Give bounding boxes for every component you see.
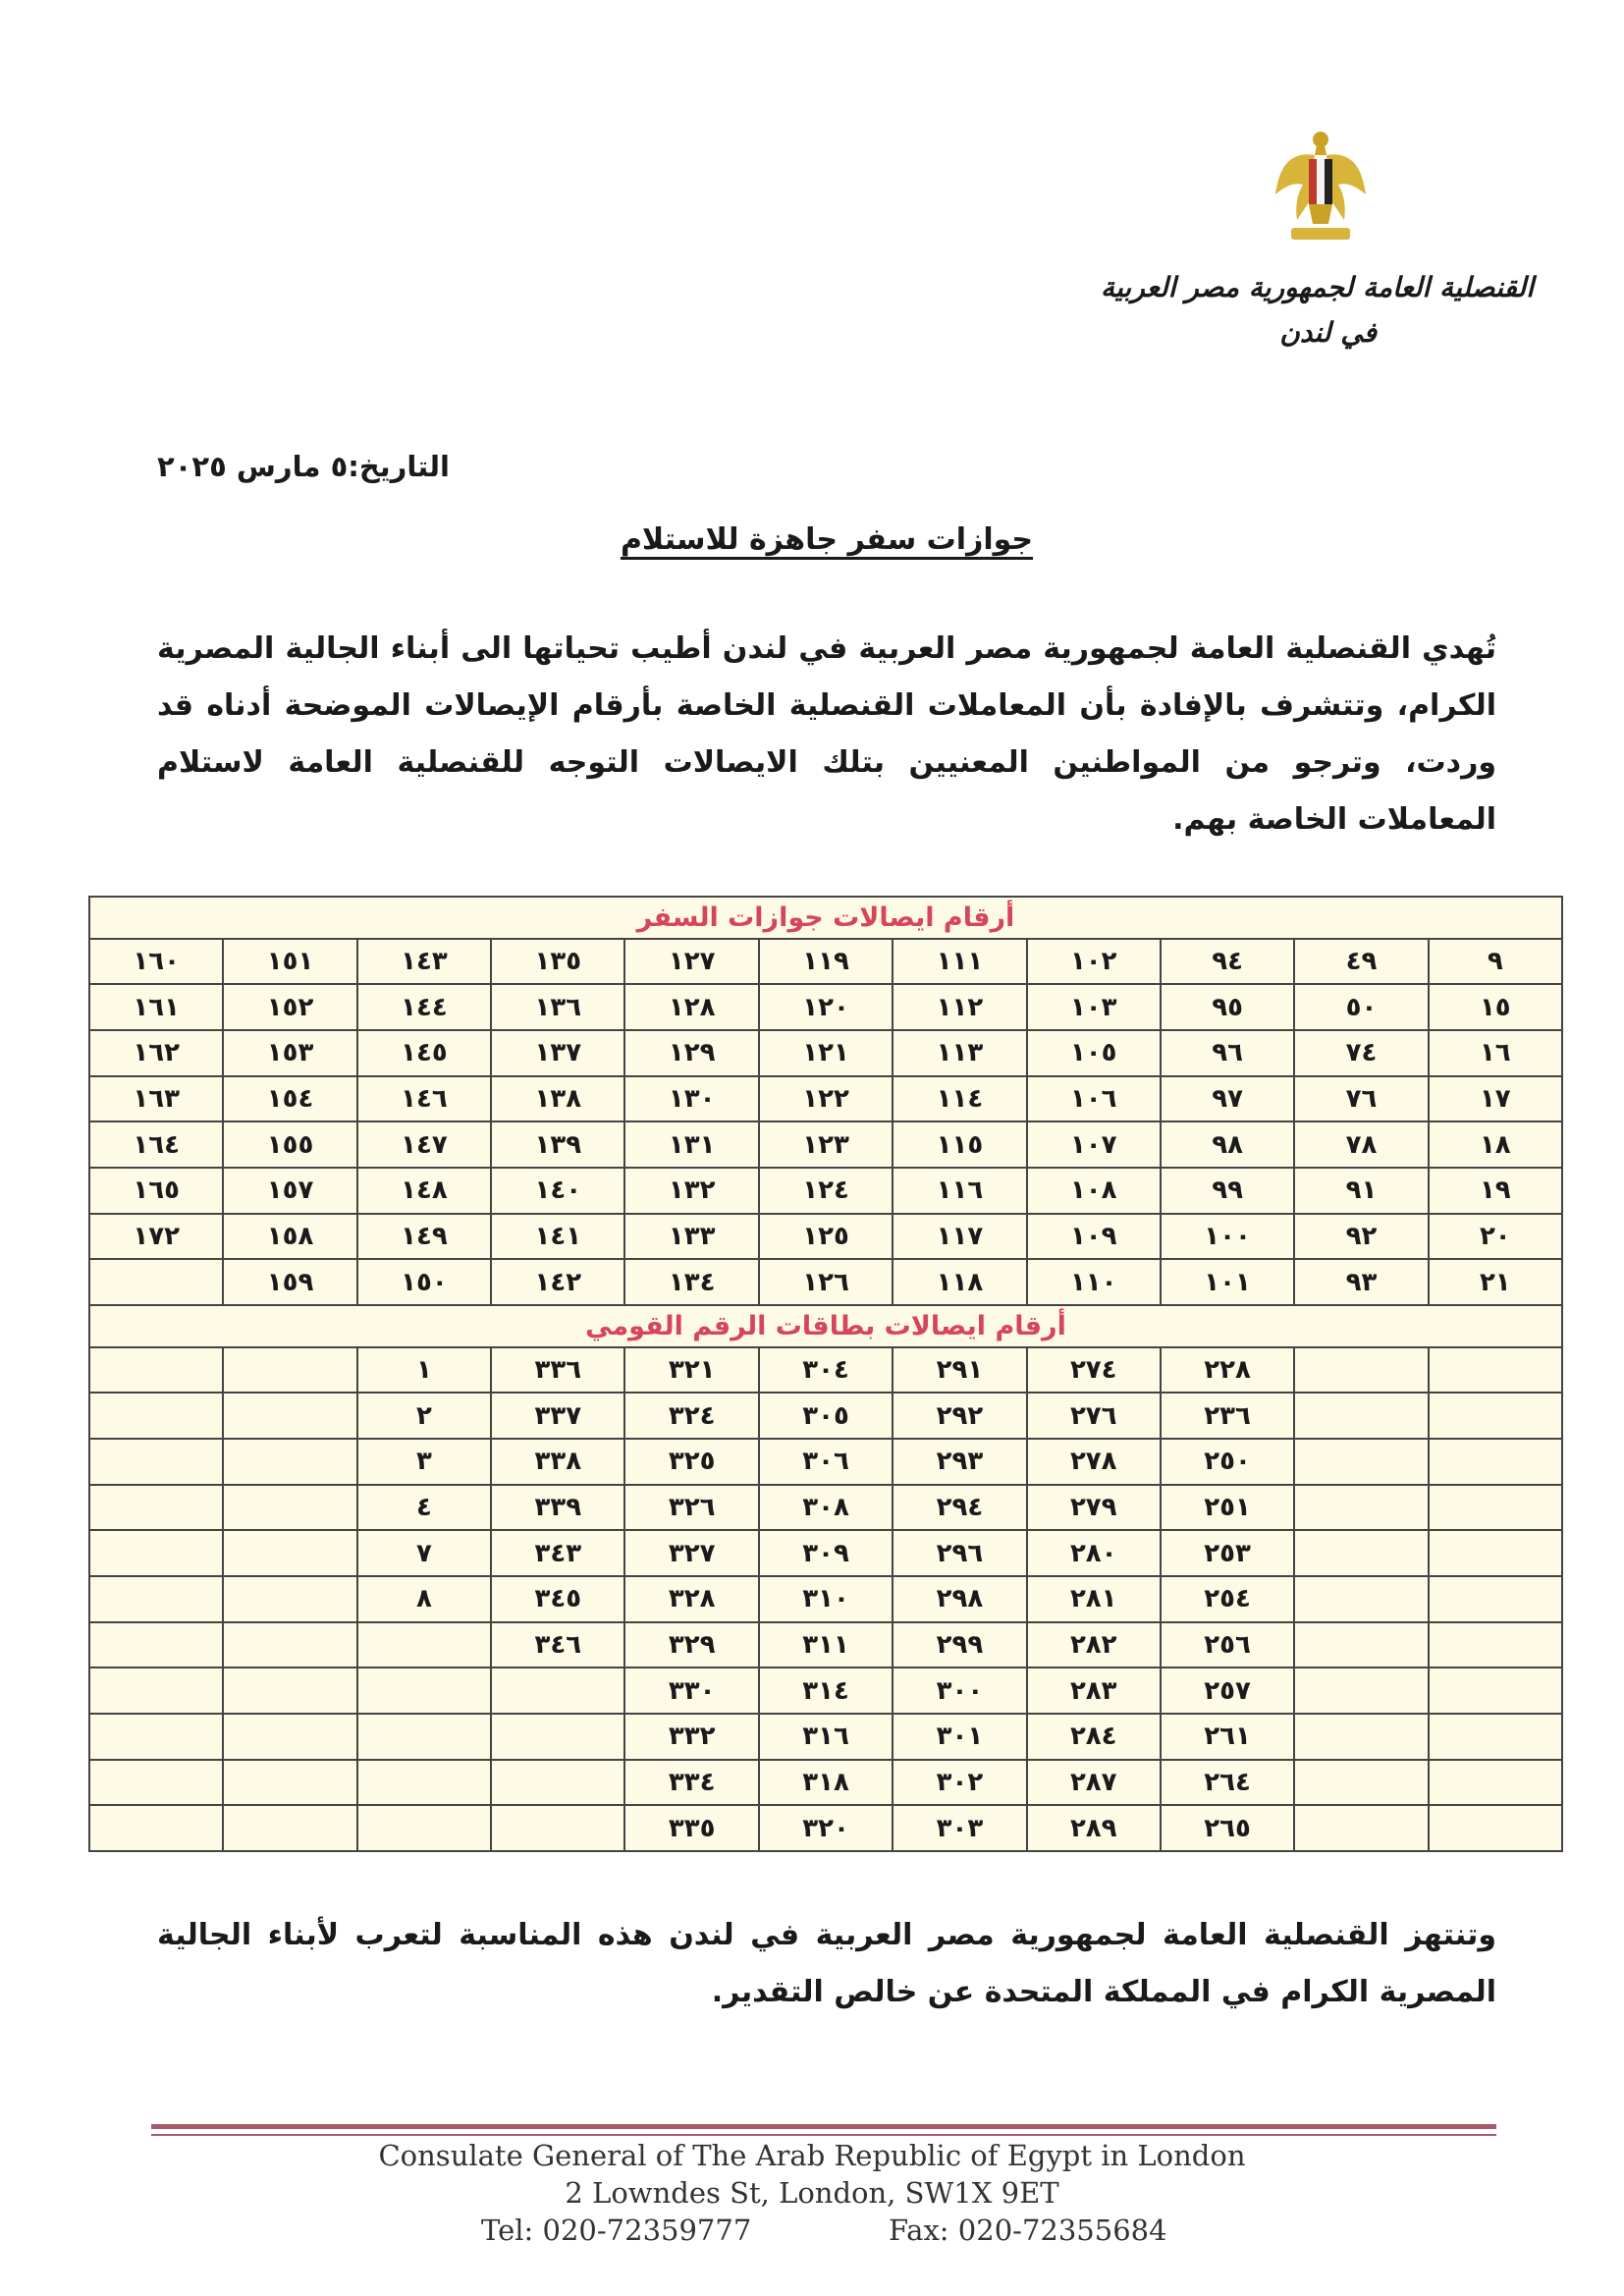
receipt-number-cell: ١١٢ bbox=[893, 984, 1026, 1030]
receipt-number-cell: ١٠١ bbox=[1161, 1259, 1294, 1305]
table-row bbox=[89, 1121, 1562, 1168]
receipt-number-cell: ١٠٩ bbox=[1027, 1214, 1161, 1260]
receipt-number-cell: ٧ bbox=[357, 1530, 491, 1576]
receipt-number-cell: ١٦٣ bbox=[89, 1076, 223, 1122]
receipt-number-cell: ٤٩ bbox=[1294, 939, 1428, 985]
receipt-number-cell: ٣٣٥ bbox=[624, 1805, 758, 1851]
receipt-number-cell bbox=[223, 1667, 356, 1714]
receipt-number-cell: ٢٨١ bbox=[1027, 1576, 1161, 1622]
receipt-number-cell: ١٣٤ bbox=[624, 1259, 758, 1305]
footer-fax: Fax: 020-72355684 bbox=[889, 2214, 1167, 2247]
receipt-number-cell bbox=[223, 1760, 356, 1806]
receipt-number-cell: ١٥٧ bbox=[223, 1168, 356, 1214]
receipt-number-cell: ٢٩٩ bbox=[893, 1622, 1026, 1668]
receipt-number-cell: ٣٠٩ bbox=[759, 1530, 893, 1576]
receipt-number-cell: ٣٢٤ bbox=[624, 1393, 758, 1439]
receipt-number-cell: ١٥٣ bbox=[223, 1030, 356, 1076]
receipt-number-cell: ٣٠٨ bbox=[759, 1485, 893, 1531]
receipt-number-cell: ١٢٣ bbox=[759, 1121, 893, 1168]
receipt-number-cell bbox=[357, 1805, 491, 1851]
receipt-number-cell: ٣٤٦ bbox=[491, 1622, 624, 1668]
receipt-number-cell bbox=[89, 1259, 223, 1305]
receipt-number-cell: ٢٨٠ bbox=[1027, 1530, 1161, 1576]
receipt-number-cell: ١٢٥ bbox=[759, 1214, 893, 1260]
section-header-row bbox=[89, 897, 1562, 939]
receipt-number-cell: ١٢٩ bbox=[624, 1030, 758, 1076]
receipt-number-cell: ٢٥٣ bbox=[1161, 1530, 1294, 1576]
receipt-number-cell: ١٣٨ bbox=[491, 1076, 624, 1122]
receipt-number-cell: ٣٣٩ bbox=[491, 1485, 624, 1531]
footer-tel: Tel: 020-72359777 bbox=[481, 2214, 752, 2247]
receipt-number-cell: ١٢٨ bbox=[624, 984, 758, 1030]
receipt-number-cell: ١٧ bbox=[1429, 1076, 1562, 1122]
receipt-number-cell bbox=[1429, 1439, 1562, 1485]
receipt-number-cell: ٣٣٦ bbox=[491, 1347, 624, 1394]
receipt-number-cell: ١٢٧ bbox=[624, 939, 758, 985]
table-row bbox=[89, 1259, 1562, 1305]
receipt-number-cell: ٧٤ bbox=[1294, 1030, 1428, 1076]
section-title: أرقام ايصالات جوازات السفر bbox=[89, 897, 1562, 939]
table-row bbox=[89, 1530, 1562, 1576]
receipt-number-cell bbox=[1294, 1622, 1428, 1668]
receipt-number-cell: ٣٣٤ bbox=[624, 1760, 758, 1806]
receipt-number-cell: ٣ bbox=[357, 1439, 491, 1485]
receipt-number-cell: ٣٠٦ bbox=[759, 1439, 893, 1485]
receipt-number-cell bbox=[1429, 1760, 1562, 1806]
receipt-number-cell: ٢٦٤ bbox=[1161, 1760, 1294, 1806]
receipt-number-cell bbox=[223, 1485, 356, 1531]
table-row bbox=[89, 1214, 1562, 1260]
receipt-number-cell: ٣٢٠ bbox=[759, 1805, 893, 1851]
receipt-number-cell: ٢٩٣ bbox=[893, 1439, 1026, 1485]
receipt-number-cell: ١٤٩ bbox=[357, 1214, 491, 1260]
receipt-number-cell bbox=[223, 1714, 356, 1760]
receipt-number-cell: ٩٣ bbox=[1294, 1259, 1428, 1305]
receipt-number-cell: ٢٥٤ bbox=[1161, 1576, 1294, 1622]
receipt-number-cell bbox=[223, 1576, 356, 1622]
table-row bbox=[89, 1667, 1562, 1714]
receipt-number-cell: ١١٠ bbox=[1027, 1259, 1161, 1305]
receipt-number-cell: ٢٦٥ bbox=[1161, 1805, 1294, 1851]
egypt-eagle-emblem-icon bbox=[1272, 126, 1370, 247]
receipt-number-cell: ١١١ bbox=[893, 939, 1026, 985]
table-row bbox=[89, 1347, 1562, 1394]
table-row bbox=[89, 1030, 1562, 1076]
receipt-number-cell: ١٠٣ bbox=[1027, 984, 1161, 1030]
receipt-number-cell: ١٣٦ bbox=[491, 984, 624, 1030]
receipt-number-cell: ٩٦ bbox=[1161, 1030, 1294, 1076]
receipt-number-cell: ٨ bbox=[357, 1576, 491, 1622]
receipt-number-cell: ٣١٤ bbox=[759, 1667, 893, 1714]
receipt-number-cell: ٣٣٧ bbox=[491, 1393, 624, 1439]
table-row bbox=[89, 1076, 1562, 1122]
receipt-number-cell bbox=[1294, 1714, 1428, 1760]
receipt-number-cell bbox=[223, 1805, 356, 1851]
receipt-number-cell: ٣٠٣ bbox=[893, 1805, 1026, 1851]
receipt-number-cell: ١٣١ bbox=[624, 1121, 758, 1168]
receipt-number-cell: ٣٠٠ bbox=[893, 1667, 1026, 1714]
receipt-number-cell: ٢٩١ bbox=[893, 1347, 1026, 1394]
receipt-number-cell: ١٢٦ bbox=[759, 1259, 893, 1305]
receipt-number-cell bbox=[1294, 1667, 1428, 1714]
receipt-number-cell: ١٦ bbox=[1429, 1030, 1562, 1076]
receipt-number-cell: ١١٨ bbox=[893, 1259, 1026, 1305]
receipt-number-cell: ١١٣ bbox=[893, 1030, 1026, 1076]
intro-paragraph: تُهدي القنصلية العامة لجمهورية مصر العربية في لندن أطيب تحياتها الى أبناء الجالية المصرية الكرام، وتتشرف بالإفادة بأن المعاملات القنصلية الخاصة بأرقام الإيصالات الموضحة أدناه قد وردت، وترجو من المواطنين المعنيين بتلك الايصالات التوجه للقنصلية العامة لاستلام المعاملات الخاصة بهم. bbox=[157, 631, 1496, 837]
receipt-number-cell bbox=[357, 1622, 491, 1668]
receipt-number-cell: ١٦٠ bbox=[89, 939, 223, 985]
table-row bbox=[89, 939, 1562, 985]
receipt-number-cell bbox=[223, 1622, 356, 1668]
receipt-number-cell: ٢٨٣ bbox=[1027, 1667, 1161, 1714]
receipt-number-cell: ١٠٧ bbox=[1027, 1121, 1161, 1168]
receipt-number-cell: ٢٨٤ bbox=[1027, 1714, 1161, 1760]
receipt-number-cell: ٤ bbox=[357, 1485, 491, 1531]
receipt-number-cell bbox=[491, 1760, 624, 1806]
receipt-number-cell bbox=[491, 1805, 624, 1851]
table-row bbox=[89, 1760, 1562, 1806]
receipt-number-cell bbox=[1294, 1347, 1428, 1394]
receipt-number-cell: ٢٩٤ bbox=[893, 1485, 1026, 1531]
receipt-number-cell: ١٥٠ bbox=[357, 1259, 491, 1305]
receipt-number-cell bbox=[89, 1667, 223, 1714]
receipt-number-cell: ١٣٧ bbox=[491, 1030, 624, 1076]
receipt-number-cell: ٢٧٦ bbox=[1027, 1393, 1161, 1439]
receipt-number-cell: ١٢٠ bbox=[759, 984, 893, 1030]
receipt-number-cell bbox=[1294, 1439, 1428, 1485]
receipt-number-cell: ٩٥ bbox=[1161, 984, 1294, 1030]
receipt-number-cell bbox=[1429, 1485, 1562, 1531]
receipt-number-cell: ٢٨٧ bbox=[1027, 1760, 1161, 1806]
receipt-number-cell: ٣٠١ bbox=[893, 1714, 1026, 1760]
receipt-number-cell bbox=[1429, 1530, 1562, 1576]
receipt-number-cell: ١٤١ bbox=[491, 1214, 624, 1260]
receipt-number-cell bbox=[1294, 1760, 1428, 1806]
receipt-number-cell: ٣٤٥ bbox=[491, 1576, 624, 1622]
table-row bbox=[89, 1485, 1562, 1531]
receipt-number-cell: ٣١٦ bbox=[759, 1714, 893, 1760]
receipt-number-cell bbox=[1294, 1393, 1428, 1439]
receipt-number-cell: ٢٧٩ bbox=[1027, 1485, 1161, 1531]
receipt-number-cell: ٣٣٢ bbox=[624, 1714, 758, 1760]
table-row bbox=[89, 1576, 1562, 1622]
receipt-number-cell: ٢٣٦ bbox=[1161, 1393, 1294, 1439]
section-header-row bbox=[89, 1305, 1562, 1347]
receipt-number-cell bbox=[89, 1576, 223, 1622]
receipt-number-cell: ١٣٣ bbox=[624, 1214, 758, 1260]
receipt-number-cell: ١٣٢ bbox=[624, 1168, 758, 1214]
receipt-number-cell: ٢٨٢ bbox=[1027, 1622, 1161, 1668]
receipt-number-cell: ١ bbox=[357, 1347, 491, 1394]
receipt-number-cell: ١٤٠ bbox=[491, 1168, 624, 1214]
receipt-number-cell bbox=[1294, 1530, 1428, 1576]
receipt-number-cell: ٣٢١ bbox=[624, 1347, 758, 1394]
table-row bbox=[89, 984, 1562, 1030]
footer-consulate-name: Consulate General of The Arab Republic of Egypt in London bbox=[378, 2139, 1246, 2172]
receipt-number-cell: ١٠٨ bbox=[1027, 1168, 1161, 1214]
table-row bbox=[89, 1168, 1562, 1214]
receipt-number-cell bbox=[1429, 1714, 1562, 1760]
receipt-number-cell: ٩٩ bbox=[1161, 1168, 1294, 1214]
receipt-number-cell: ١٥ bbox=[1429, 984, 1562, 1030]
receipt-number-cell bbox=[223, 1530, 356, 1576]
receipt-number-cell: ٣١١ bbox=[759, 1622, 893, 1668]
receipt-number-cell: ٩ bbox=[1429, 939, 1562, 985]
receipt-number-cell: ٩٨ bbox=[1161, 1121, 1294, 1168]
receipt-number-cell: ٣٠٢ bbox=[893, 1760, 1026, 1806]
receipt-number-cell: ٢٨٩ bbox=[1027, 1805, 1161, 1851]
closing-paragraph: وتنتهز القنصلية العامة لجمهورية مصر العربية في لندن هذه المناسبة لتعرب لأبناء الجالية المصرية الكرام في المملكة المتحدة عن خالص التقدير. bbox=[157, 1918, 1496, 2009]
receipt-number-cell: ٣٢٧ bbox=[624, 1530, 758, 1576]
receipt-number-cell: ١٤٢ bbox=[491, 1259, 624, 1305]
receipt-number-cell bbox=[1429, 1347, 1562, 1394]
receipt-number-cell bbox=[357, 1667, 491, 1714]
receipt-number-cell: ١١٥ bbox=[893, 1121, 1026, 1168]
receipt-number-cell: ٣٣٠ bbox=[624, 1667, 758, 1714]
receipt-number-cell: ٢٥٧ bbox=[1161, 1667, 1294, 1714]
receipt-number-cell bbox=[1429, 1622, 1562, 1668]
receipt-number-cell: ٣٢٨ bbox=[624, 1576, 758, 1622]
receipt-number-cell: ١٢٢ bbox=[759, 1076, 893, 1122]
receipts-table bbox=[88, 896, 1563, 1852]
subject-title: جوازات سفر جاهزة للاستلام bbox=[620, 522, 1034, 557]
receipt-number-cell: ٢٩٢ bbox=[893, 1393, 1026, 1439]
receipt-number-cell: ١٣٩ bbox=[491, 1121, 624, 1168]
receipt-number-cell: ١٦٤ bbox=[89, 1121, 223, 1168]
receipt-number-cell bbox=[89, 1805, 223, 1851]
table-row bbox=[89, 1439, 1562, 1485]
receipt-number-cell: ١٦١ bbox=[89, 984, 223, 1030]
receipt-number-cell: ١٥٨ bbox=[223, 1214, 356, 1260]
receipt-number-cell: ١١٩ bbox=[759, 939, 893, 985]
receipt-number-cell: ١٧٢ bbox=[89, 1214, 223, 1260]
footer-divider-thin bbox=[151, 2134, 1496, 2136]
footer-divider-thick bbox=[151, 2124, 1496, 2129]
receipt-number-cell: ٢٥٦ bbox=[1161, 1622, 1294, 1668]
receipt-number-cell bbox=[1429, 1393, 1562, 1439]
receipt-number-cell: ١٣٥ bbox=[491, 939, 624, 985]
consulate-heading bbox=[984, 265, 1534, 355]
receipt-number-cell: ١٥١ bbox=[223, 939, 356, 985]
table-row bbox=[89, 1622, 1562, 1668]
receipt-number-cell bbox=[1429, 1667, 1562, 1714]
receipt-number-cell bbox=[89, 1530, 223, 1576]
receipt-number-cell: ٢٩٨ bbox=[893, 1576, 1026, 1622]
receipt-number-cell: ١٤٤ bbox=[357, 984, 491, 1030]
footer-address: 2 Lowndes St, London, SW1X 9ET bbox=[565, 2176, 1059, 2210]
receipt-number-cell: ٣١٠ bbox=[759, 1576, 893, 1622]
receipt-number-cell bbox=[223, 1439, 356, 1485]
receipt-number-cell: ١٠٥ bbox=[1027, 1030, 1161, 1076]
table-row bbox=[89, 1805, 1562, 1851]
receipt-number-cell: ٢ bbox=[357, 1393, 491, 1439]
receipt-number-cell bbox=[89, 1622, 223, 1668]
receipt-number-cell bbox=[491, 1667, 624, 1714]
receipt-number-cell: ٢١ bbox=[1429, 1259, 1562, 1305]
receipt-number-cell: ١٤٥ bbox=[357, 1030, 491, 1076]
receipt-number-cell bbox=[223, 1393, 356, 1439]
heading-line-2: في لندن bbox=[1279, 316, 1377, 349]
table-row bbox=[89, 1393, 1562, 1439]
receipt-number-cell: ٩٤ bbox=[1161, 939, 1294, 985]
receipt-number-cell bbox=[357, 1714, 491, 1760]
receipt-number-cell bbox=[89, 1347, 223, 1394]
receipt-number-cell: ١٦٥ bbox=[89, 1168, 223, 1214]
receipt-number-cell: ١٨ bbox=[1429, 1121, 1562, 1168]
receipt-number-cell: ٢٠ bbox=[1429, 1214, 1562, 1260]
receipt-number-cell bbox=[89, 1393, 223, 1439]
receipt-number-cell: ١٤٧ bbox=[357, 1121, 491, 1168]
receipt-number-cell: ١٣٠ bbox=[624, 1076, 758, 1122]
receipt-number-cell bbox=[1429, 1805, 1562, 1851]
receipt-number-cell: ١٢١ bbox=[759, 1030, 893, 1076]
receipt-number-cell: ١٤٣ bbox=[357, 939, 491, 985]
receipt-number-cell: ١٦٢ bbox=[89, 1030, 223, 1076]
receipt-number-cell: ٣٢٥ bbox=[624, 1439, 758, 1485]
receipt-number-cell: ٣٠٤ bbox=[759, 1347, 893, 1394]
section-title: أرقام ايصالات بطاقات الرقم القومي bbox=[89, 1305, 1562, 1347]
receipt-number-cell bbox=[491, 1714, 624, 1760]
letter-date: التاريخ:٥ مارس ٢٠٢٥ bbox=[157, 450, 450, 483]
receipt-number-cell: ٣٠٥ bbox=[759, 1393, 893, 1439]
receipt-number-cell: ٣٢٦ bbox=[624, 1485, 758, 1531]
receipt-number-cell: ٣٣٨ bbox=[491, 1439, 624, 1485]
receipt-number-cell: ٩١ bbox=[1294, 1168, 1428, 1214]
receipt-number-cell: ١٢٤ bbox=[759, 1168, 893, 1214]
receipt-number-cell bbox=[1294, 1576, 1428, 1622]
receipt-number-cell bbox=[223, 1347, 356, 1394]
receipt-number-cell bbox=[89, 1714, 223, 1760]
receipt-number-cell: ٢٧٨ bbox=[1027, 1439, 1161, 1485]
receipt-number-cell: ١١٦ bbox=[893, 1168, 1026, 1214]
receipt-number-cell: ٢٩٦ bbox=[893, 1530, 1026, 1576]
receipt-number-cell: ٢٧٤ bbox=[1027, 1347, 1161, 1394]
receipt-number-cell: ٧٦ bbox=[1294, 1076, 1428, 1122]
receipt-number-cell: ٣٢٩ bbox=[624, 1622, 758, 1668]
receipt-number-cell bbox=[89, 1439, 223, 1485]
receipt-number-cell: ١٤٨ bbox=[357, 1168, 491, 1214]
receipt-number-cell bbox=[1294, 1805, 1428, 1851]
receipt-number-cell bbox=[89, 1760, 223, 1806]
receipt-number-cell: ٢٦١ bbox=[1161, 1714, 1294, 1760]
receipt-number-cell: ١٩ bbox=[1429, 1168, 1562, 1214]
receipt-number-cell: ١٠٦ bbox=[1027, 1076, 1161, 1122]
receipt-number-cell: ٣١٨ bbox=[759, 1760, 893, 1806]
receipt-number-cell: ١٠٢ bbox=[1027, 939, 1161, 985]
receipt-number-cell: ٩٢ bbox=[1294, 1214, 1428, 1260]
receipt-number-cell: ٩٧ bbox=[1161, 1076, 1294, 1122]
receipt-number-cell: ٢٢٨ bbox=[1161, 1347, 1294, 1394]
receipt-number-cell: ١٥٤ bbox=[223, 1076, 356, 1122]
table-row bbox=[89, 1714, 1562, 1760]
receipt-number-cell: ١١٧ bbox=[893, 1214, 1026, 1260]
heading-line-1: القنصلية العامة لجمهورية مصر العربية bbox=[1100, 271, 1534, 303]
receipt-number-cell: ١١٤ bbox=[893, 1076, 1026, 1122]
receipt-number-cell: ٥٠ bbox=[1294, 984, 1428, 1030]
receipt-number-cell: ٢٥١ bbox=[1161, 1485, 1294, 1531]
receipt-number-cell: ١٥٩ bbox=[223, 1259, 356, 1305]
receipt-number-cell: ٣٤٣ bbox=[491, 1530, 624, 1576]
receipt-number-cell: ١٤٦ bbox=[357, 1076, 491, 1122]
subject-line bbox=[0, 522, 1624, 557]
receipt-number-cell: ١٠٠ bbox=[1161, 1214, 1294, 1260]
receipt-number-cell: ٧٨ bbox=[1294, 1121, 1428, 1168]
receipt-number-cell: ٢٥٠ bbox=[1161, 1439, 1294, 1485]
receipt-number-cell bbox=[1429, 1576, 1562, 1622]
receipt-number-cell bbox=[1294, 1485, 1428, 1531]
receipt-number-cell bbox=[357, 1760, 491, 1806]
receipt-number-cell bbox=[89, 1485, 223, 1531]
receipt-number-cell: ١٥٥ bbox=[223, 1121, 356, 1168]
receipt-number-cell: ١٥٢ bbox=[223, 984, 356, 1030]
